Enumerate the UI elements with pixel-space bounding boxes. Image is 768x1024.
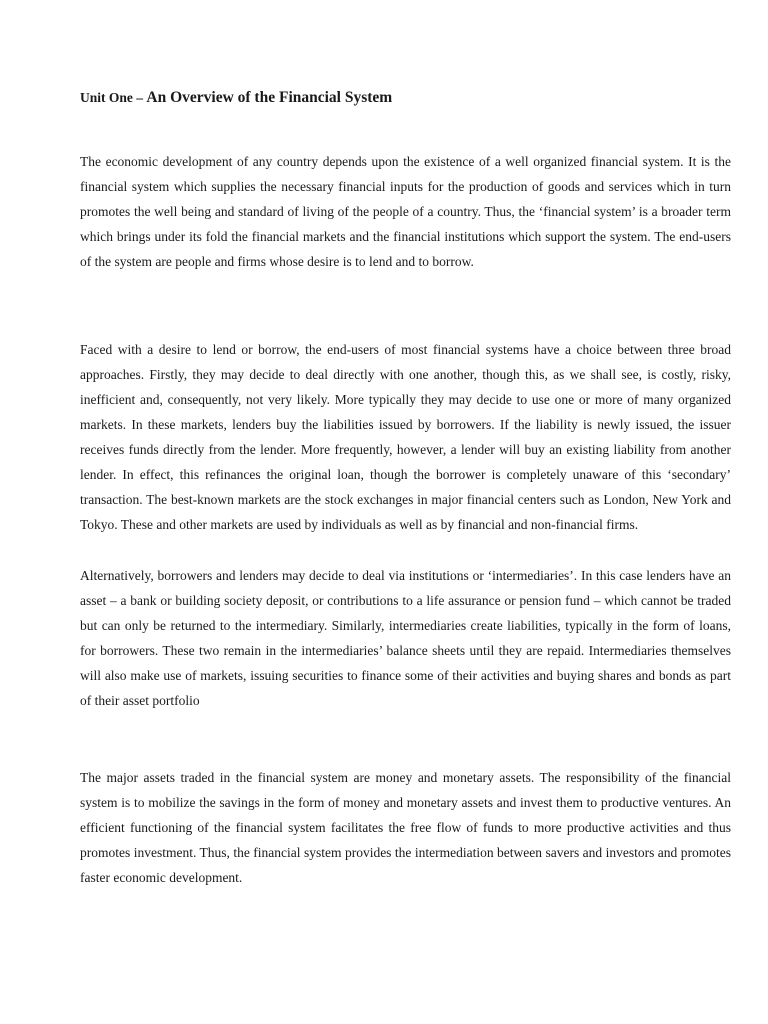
unit-heading [80,81,392,108]
paragraph-2: Faced with a desire to lend or borrow, the end-users of most financial systems have a choice between three broad approaches. Firstly, they may decide to deal directly with one another, though this, as we shall see, is costly, risky, inefficient and, consequently, not very likely. More typically they may decide to use one or more of many organized markets. In these markets, lenders buy the liabilities issued by borrowers. If the liability is newly issued, the issuer receives funds directly from the lender. More frequently, however, a lender will buy an existing liability from another lender. In effect, this refinances the original loan, though the borrower is completely unaware of this ‘secondary’ transaction. The best-known markets are the stock exchanges in major financial centers such as London, New York and Tokyo. These and other markets are used by individuals as well as by financial and non-financial firms. [80,342,731,532]
paragraph-1: The economic development of any country depends upon the existence of a well organized financial system. It is the financial system which supplies the necessary financial inputs for the production of goods and services which in turn promotes the well being and standard of living of the people of a country. Thus, the ‘financial system’ is a broader term which brings under its fold the financial markets and the financial institutions which support the system. The end-users of the system are people and firms whose desire is to lend and to borrow. [80,154,731,269]
paragraph-4: The major assets traded in the financial system are money and monetary assets. The responsibility of the financial system is to mobilize the savings in the form of money and monetary assets and invest them to productive ventures. An efficient functioning of the financial system facilitates the free flow of funds to more productive activities and thus promotes investment. Thus, the financial system provides the intermediation between savers and investors and promotes faster economic development. [80,770,731,885]
paragraph-3: Alternatively, borrowers and lenders may decide to deal via institutions or ‘intermediaries’. In this case lenders have an asset – a bank or building society deposit, or contributions to a life assurance or pension fund – which cannot be traded but can only be returned to the intermediary. Similarly, intermediaries create liabilities, typically in the form of loans, for borrowers. These two remain in the intermediaries’ balance sheets until they are repaid. Intermediaries themselves will also make use of markets, issuing securities to finance some of their activities and buying shares and bonds as part of their asset portfolio [80,568,731,708]
unit-label: Unit One – [80,90,147,105]
unit-title: An Overview of the Financial System [146,89,393,106]
